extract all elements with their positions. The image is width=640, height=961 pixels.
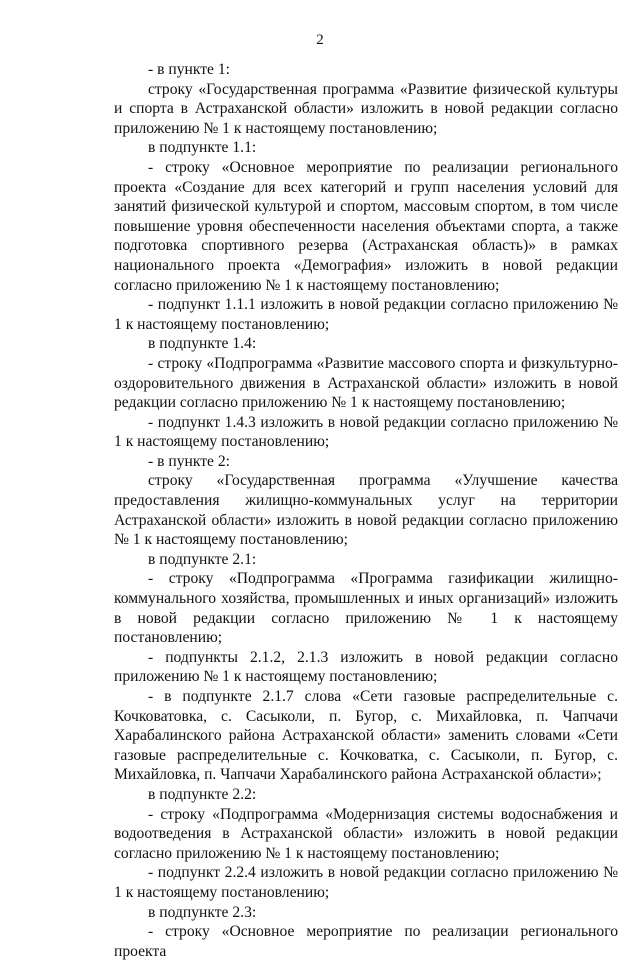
paragraph: - строку «Подпрограмма «Программа газификации жилищно-коммунального хозяйства, промышленных и иных организаций» изложить в новой редакции согласно приложению № 1 к настоящему постановлению; [114,570,618,647]
paragraph: в подпункте 1.1: [148,139,257,157]
paragraph: в подпункте 1.4: [148,335,257,353]
paragraph: в подпункте 2.3: [148,903,257,921]
paragraph: - в пункте 1: [148,61,230,78]
paragraph: - в подпункте 2.1.7 слова «Сети газовые распределительные с. Кочковатовка, с. Сасыколи, п. Бугор, с. Михайловка, п. Чапчачи Харабалинского района Астраханской области» заменить словами «Сети газовые распределительные с. Кочковатка, с. Сасыколи, п. Бугор, с. Михайловка, п. Чапчачи Харабалинского района Астраханской области»; [114,688,618,784]
paragraph: - строку «Подпрограмма «Модернизация системы водоснабжения и водоотведения в Астраханской области» изложить в новой редакции согласно приложению № 1 к настоящему постановлению; [114,805,618,862]
paragraph: строку «Государственная программа «Развитие физической культуры и спорта в Астраханской области» изложить в новой редакции согласно приложению № 1 к настоящему постановлению; [114,80,618,137]
paragraph: - строку «Основное мероприятие по реализации регионального проекта «Создание для всех категорий и групп населения условий для занятий физической культурой и спортом, массовым спортом, в том числе повышение уровня обеспеченности населения объектами спорта, а также подготовка спортивного резерва (Астраханская область)» в рамках национального проекта «Демография» изложить в новой редакции согласно приложению № 1 к настоящему постановлению; [114,158,618,294]
paragraph: - строку «Основное мероприятие по реализации регионального проекта [114,923,618,960]
document-body [114,60,618,961]
paragraph: - подпункт 1.4.3 изложить в новой редакции согласно приложению № 1 к настоящему постановлению; [114,413,618,451]
paragraph: в подпункте 2.2: [148,785,257,803]
paragraph: - строку «Подпрограмма «Развитие массового спорта и физкультурно-оздоровительного движения в Астраханской области» изложить в новой редакции согласно приложению № 1 к настоящему постановлению; [114,354,618,412]
paragraph: - в пункте 2: [148,452,230,470]
paragraph: строку «Государственная программа «Улучшение качества предоставления жилищно-коммунальных услуг на территории Астраханской области» изложить в новой редакции согласно приложению № 1 к настоящему постановлению; [114,472,618,549]
paragraph: - подпункт 2.2.4 изложить в новой редакции согласно приложению № 1 к настоящему постановлению; [114,864,618,901]
paragraph: в подпункте 2.1: [148,550,257,568]
paragraph: - подпункт 1.1.1 изложить в новой редакции согласно приложению № 1 к настоящему постановлению; [114,296,618,333]
paragraph: - подпункты 2.1.2, 2.1.3 изложить в новой редакции согласно приложению № 1 к настоящему постановлению; [114,648,618,686]
page-number: 2 [316,32,324,48]
